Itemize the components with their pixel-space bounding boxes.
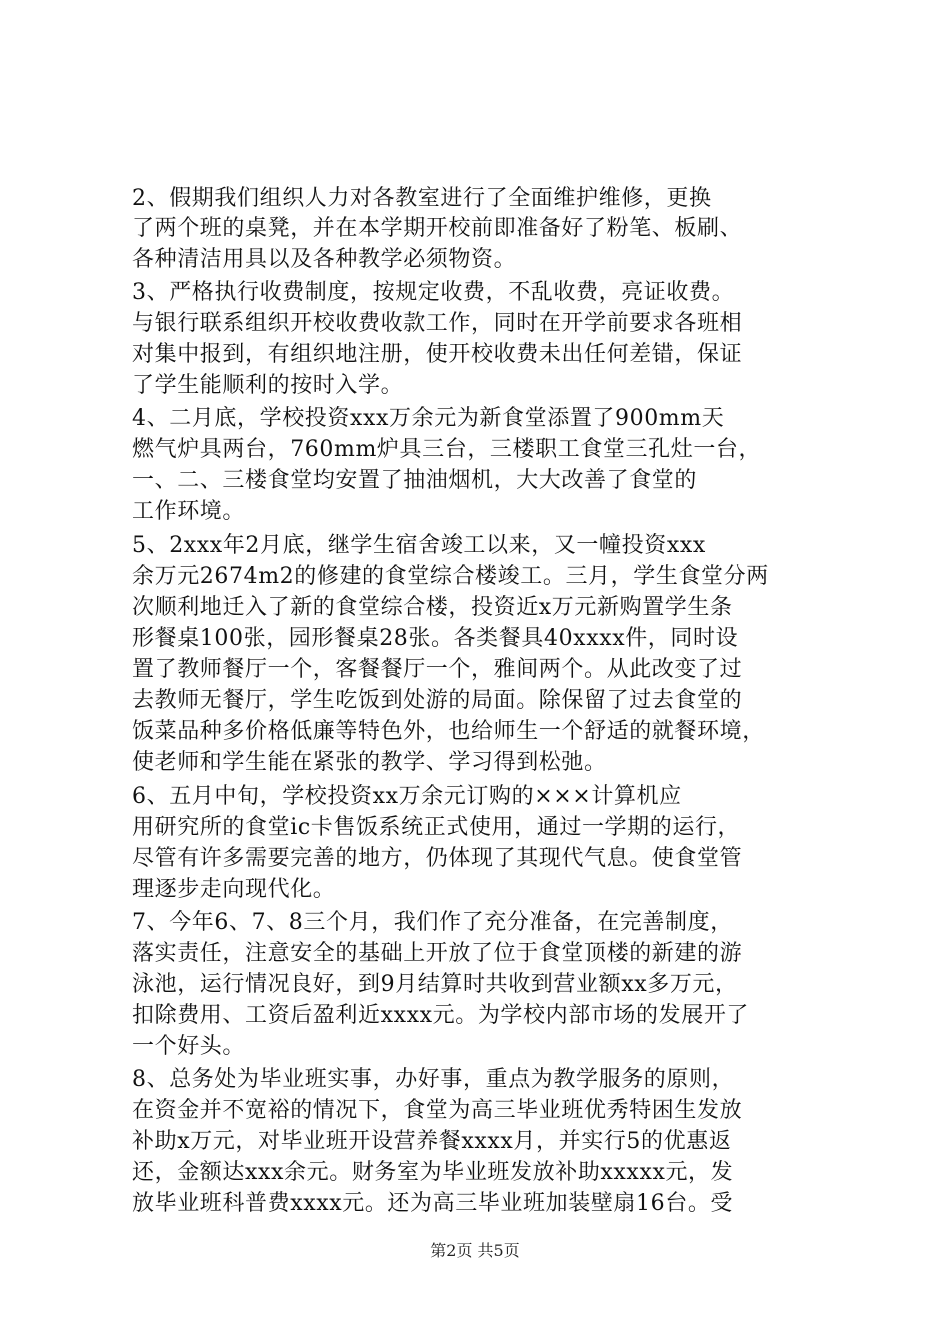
text-line: 补助x万元，对毕业班开设营养餐xxxx月，并实行5的优惠返	[132, 1129, 732, 1154]
text-line: 在资金并不宽裕的情况下，食堂为高三毕业班优秀特困生发放	[132, 1098, 743, 1123]
text-line: 7、今年6、7、8三个月，我们作了充分准备，在完善制度，	[132, 910, 733, 935]
text-line: 对集中报到，有组织地注册，使开校收费未出任何差错，保证	[132, 342, 743, 367]
text-line: 一个好头。	[132, 1034, 246, 1059]
text-line: 3、严格执行收费制度，按规定收费，不乱收费，亮证收费。	[132, 280, 735, 305]
text-line: 置了教师餐厅一个，客餐餐厅一个，雅间两个。从此改变了过	[132, 657, 743, 682]
text-line: 燃气炉具两台，760mm炉具三台，三楼职工食堂三孔灶一台，	[132, 437, 762, 462]
text-line: 落实责任，注意安全的基础上开放了位于食堂顶楼的新建的游	[132, 941, 743, 966]
text-line: 5、2xxx年2月底，继学生宿舍竣工以来，又一幢投资xxx	[132, 533, 706, 558]
page-footer: 第2页 共5页	[430, 1241, 520, 1260]
text-line: 了学生能顺利的按时入学。	[132, 373, 404, 398]
text-line: 工作环境。	[132, 499, 246, 524]
text-line: 6、五月中旬，学校投资xx万余元订购的×××计算机应	[132, 784, 682, 809]
text-line: 与银行联系组织开校收费收款工作，同时在开学前要求各班相	[132, 311, 743, 336]
text-line: 放毕业班科普费xxxx元。还为高三毕业班加装壁扇16台。受	[132, 1191, 734, 1216]
text-line: 形餐桌100张，园形餐桌28张。各类餐具40xxxx件，同时设	[132, 626, 739, 651]
text-line: 理逐步走向现代化。	[132, 877, 336, 902]
text-line: 4、二月底，学校投资xxx万余元为新食堂添置了900mm天	[132, 406, 725, 431]
text-line: 次顺利地迁入了新的食堂综合楼，投资近x万元新购置学生条	[132, 595, 733, 620]
text-line: 泳池，运行情况良好，到9月结算时共收到营业额xx多万元，	[132, 972, 738, 997]
text-line: 了两个班的桌凳，并在本学期开校前即准备好了粉笔、板刷、	[132, 216, 743, 241]
text-line: 饭菜品种多价格低廉等特色外，也给师生一个舒适的就餐环境，	[132, 719, 765, 744]
text-line: 使老师和学生能在紧张的教学、学习得到松弛。	[132, 750, 607, 775]
text-line: 余万元2674m2的修建的食堂综合楼竣工。三月，学生食堂分两	[132, 564, 769, 589]
text-line: 2、假期我们组织人力对各教室进行了全面维护维修，更换	[132, 186, 712, 211]
text-line: 8、总务处为毕业班实事，办好事，重点为教学服务的原则，	[132, 1067, 735, 1092]
text-line: 还，金额达xxx余元。财务室为毕业班发放补助xxxxx元，发	[132, 1160, 734, 1185]
text-line: 一、二、三楼食堂均安置了抽油烟机，大大改善了食堂的	[132, 468, 698, 493]
text-line: 尽管有许多需要完善的地方，仍体现了其现代气息。使食堂管	[132, 846, 743, 871]
text-line: 扣除费用、工资后盈利近xxxx元。为学校内部市场的发展开了	[132, 1003, 750, 1028]
text-line: 去教师无餐厅，学生吃饭到处游的局面。除保留了过去食堂的	[132, 688, 743, 713]
text-line: 各种清洁用具以及各种教学必须物资。	[132, 247, 517, 272]
text-line: 用研究所的食堂ic卡售饭系统正式使用，通过一学期的运行，	[132, 815, 741, 840]
